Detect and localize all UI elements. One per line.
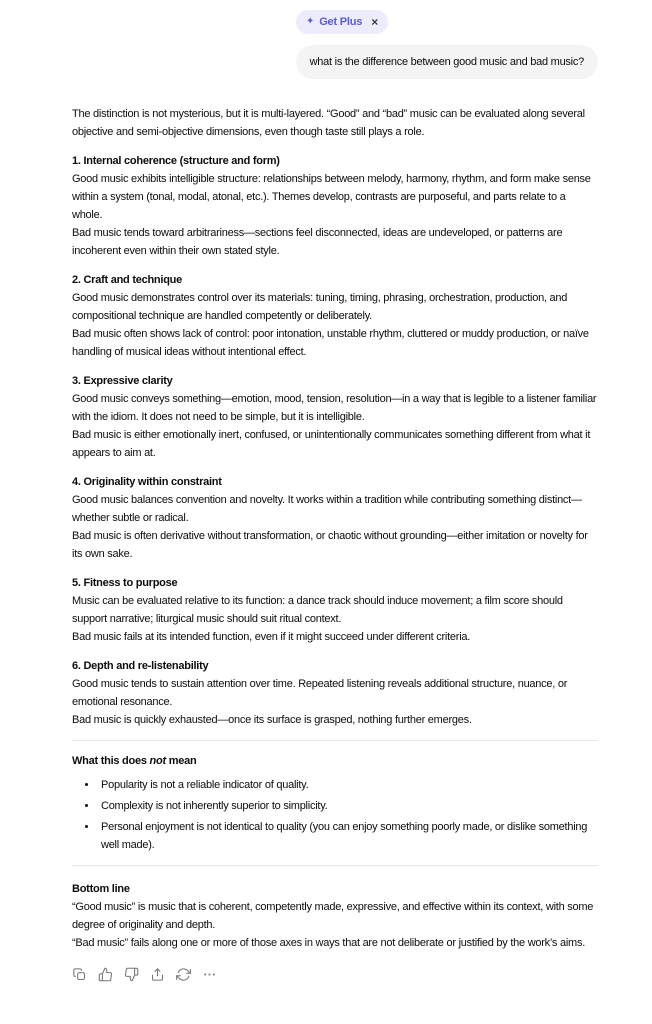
thumbs-up-icon	[98, 967, 113, 982]
list-item: • Personal enjoyment is not identical to quality (you can enjoy something poorly made, or dislike something well made).	[98, 818, 598, 854]
user-message-bubble: what is the difference between good music and bad music?	[296, 45, 598, 79]
regenerate-button[interactable]	[172, 963, 195, 986]
section-heading: 1. Internal coherence (structure and form)	[72, 155, 280, 167]
section-heading: 4. Originality within constraint	[72, 476, 222, 488]
what-not-list	[72, 776, 598, 854]
section-bad-text: Bad music often shows lack of control: poor intonation, unstable rhythm, cluttered or muddy production, or naïve handling of musical ideas without intentional effect.	[72, 328, 589, 358]
share-icon	[150, 967, 165, 982]
divider	[72, 865, 598, 866]
section-good-text: Good music balances convention and novelty. It works within a tradition while contributing something distinct—whether subtle or radical.	[72, 494, 582, 524]
list-item: • Popularity is not a reliable indicator of quality.	[98, 776, 598, 794]
section-heading: 3. Expressive clarity	[72, 375, 173, 387]
copy-button[interactable]	[68, 963, 91, 986]
message-action-bar	[68, 963, 598, 986]
section-originality	[72, 473, 598, 563]
section-internal-coherence	[72, 152, 598, 260]
section-craft-technique	[72, 271, 598, 361]
intro-paragraph: The distinction is not mysterious, but it is multi-layered. “Good” and “bad” music can be evaluated along several objective and semi-objective dimensions, even though taste still plays a role.	[72, 108, 585, 138]
section-fitness-purpose	[72, 574, 598, 646]
list-item: • Complexity is not inherently superior to simplicity.	[98, 797, 598, 815]
section-depth-relistenability	[72, 657, 598, 729]
section-bad-text: Bad music fails at its intended function, even if it might succeed under different criteria.	[72, 631, 471, 643]
assistant-message	[72, 105, 598, 986]
copy-icon	[72, 967, 87, 982]
section-expressive-clarity	[72, 372, 598, 462]
section-bad-text: Bad music tends toward arbitrariness—sections feel disconnected, ideas are undeveloped, or patterns are incoherent even within their own stated style.	[72, 227, 563, 257]
section-good-text: Music can be evaluated relative to its function: a dance track should induce movement; a film score should support narrative; liturgical music should suit ritual context.	[72, 595, 563, 625]
get-plus-button[interactable]	[296, 10, 388, 34]
share-button[interactable]	[146, 963, 169, 986]
section-bad-text: Bad music is either emotionally inert, confused, or unintentionally communicates something different from what it appears to aim at.	[72, 429, 591, 459]
user-message-row	[72, 45, 598, 79]
sparkle-icon: ✦	[306, 16, 315, 27]
section-good-text: Good music demonstrates control over its materials: tuning, timing, phrasing, orchestration, production, and compositional technique are handled competently or deliberately.	[72, 292, 568, 322]
bottom-good-text: “Good music” is music that is coherent, competently made, expressive, and effective within its context, with some degree of originality and depth.	[72, 901, 594, 931]
bottom-line-heading: Bottom line	[72, 883, 130, 895]
thumbs-down-icon	[124, 967, 139, 982]
what-not-heading: What this does not mean	[72, 755, 197, 767]
more-icon	[202, 967, 217, 982]
what-not-italic: not	[149, 755, 166, 767]
section-bad-text: Bad music is often derivative without transformation, or chaotic without grounding—either imitation or novelty for its own sake.	[72, 530, 588, 560]
get-plus-label: Get Plus	[319, 16, 363, 28]
bottom-bad-text: “Bad music” fails along one or more of those axes in ways that are not deliberate or justified by the work’s aims.	[72, 937, 586, 949]
section-heading: 6. Depth and re-listenability	[72, 660, 209, 672]
bottom-line-section	[72, 880, 598, 952]
section-heading: 5. Fitness to purpose	[72, 577, 178, 589]
dismiss-get-plus-icon[interactable]: ×	[371, 15, 379, 29]
bad-response-button[interactable]	[120, 963, 143, 986]
section-heading: 2. Craft and technique	[72, 274, 183, 286]
good-response-button[interactable]	[94, 963, 117, 986]
divider	[72, 740, 598, 741]
section-bad-text: Bad music is quickly exhausted—once its surface is grasped, nothing further emerges.	[72, 714, 472, 726]
more-options-button[interactable]	[198, 963, 221, 986]
header	[0, 0, 652, 34]
regenerate-icon	[176, 967, 191, 982]
section-good-text: Good music tends to sustain attention over time. Repeated listening reveals additional structure, nuance, or emotional resonance.	[72, 678, 568, 708]
section-good-text: Good music conveys something—emotion, mood, tension, resolution—in a way that is legible to a listener familiar with the idiom. It does not need to be simple, but it is intelligible.	[72, 393, 597, 423]
section-good-text: Good music exhibits intelligible structure: relationships between melody, harmony, rhythm, and form make sense within a system (tonal, modal, atonal, etc.). Themes develop, contrasts are purposeful, and parts relate to a whole.	[72, 173, 591, 221]
